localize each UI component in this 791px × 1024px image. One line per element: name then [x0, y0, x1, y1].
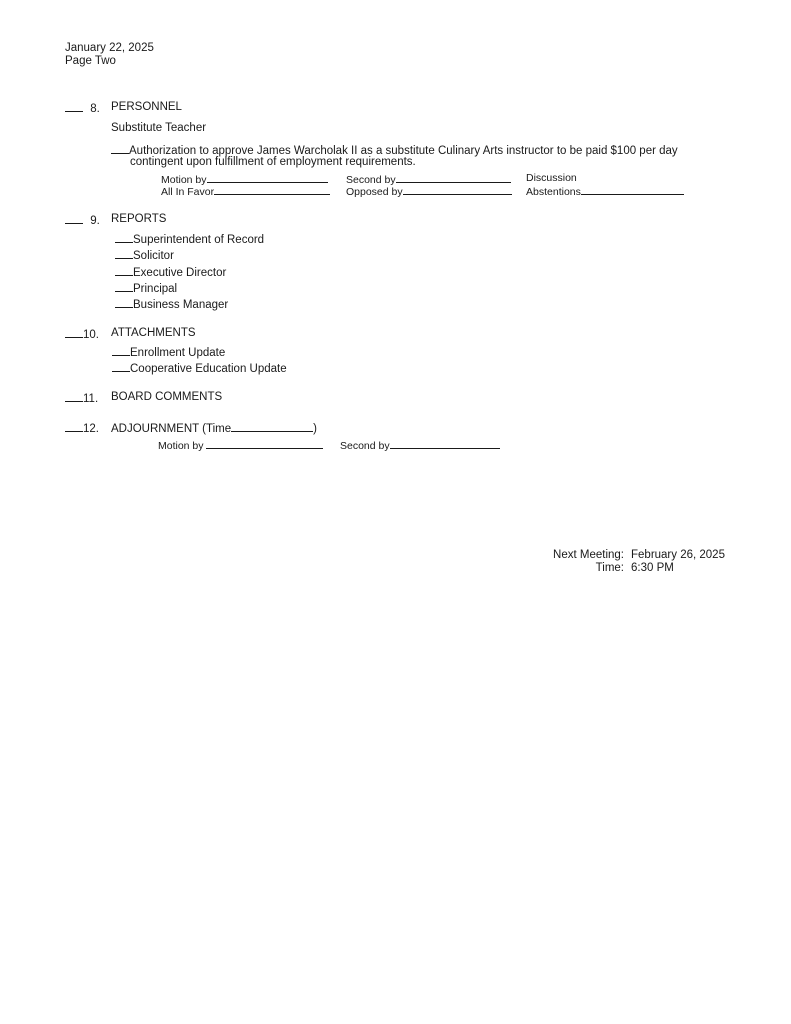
second-by-blank[interactable] — [396, 172, 511, 183]
check-blank — [111, 143, 129, 154]
section-11-number: 11. — [65, 391, 98, 406]
section-10-number: 10. — [65, 327, 99, 342]
adjournment-second-by-field: Second by — [340, 438, 500, 453]
reports-item: Executive Director — [115, 265, 226, 280]
abstentions-blank[interactable] — [581, 184, 684, 195]
section-10-title: ATTACHMENTS — [111, 327, 196, 339]
check-blank — [65, 421, 83, 432]
check-blank — [112, 361, 130, 372]
all-in-favor-blank[interactable] — [214, 184, 330, 195]
adjournment-motion-by-blank[interactable] — [206, 438, 323, 449]
check-blank — [115, 297, 133, 308]
adjournment-second-by-blank[interactable] — [390, 438, 500, 449]
check-blank — [65, 391, 83, 402]
motion-by-blank[interactable] — [207, 172, 328, 183]
reports-item: Superintendent of Record — [115, 232, 264, 247]
attachments-item: Enrollment Update — [112, 345, 225, 360]
section-12-number: 12. — [65, 421, 99, 436]
adjournment-time-blank[interactable] — [231, 421, 313, 432]
next-meeting-time: 6:30 PM — [631, 562, 674, 574]
check-blank — [65, 213, 83, 224]
section-9-title: REPORTS — [111, 213, 167, 225]
check-blank — [115, 281, 133, 292]
section-9-number: 9. — [65, 213, 100, 228]
abstentions-field: Abstentions — [526, 184, 684, 199]
section-12-title: ADJOURNMENT (Time ) — [111, 423, 317, 435]
header-page: Page Two — [65, 55, 116, 67]
personnel-subheading: Substitute Teacher — [111, 122, 207, 134]
opposed-by-field: Opposed by — [346, 184, 512, 199]
discussion-label: Discussion — [526, 172, 577, 184]
section-8-number: 8. — [65, 101, 100, 116]
adjournment-motion-by-field: Motion by — [158, 438, 323, 453]
section-8-title: PERSONNEL — [111, 101, 182, 113]
second-by-field: Second by — [346, 172, 511, 187]
check-blank — [115, 265, 133, 276]
personnel-item-line1: Authorization to approve James Warcholak II as a substitute Culinary Arts instructor to be paid $100 per day — [111, 143, 678, 158]
check-blank — [115, 248, 133, 259]
opposed-by-blank[interactable] — [403, 184, 512, 195]
check-blank — [65, 327, 83, 338]
motion-by-field: Motion by — [161, 172, 328, 187]
check-blank — [65, 101, 83, 112]
check-blank — [112, 345, 130, 356]
all-in-favor-field: All In Favor — [161, 184, 330, 199]
next-meeting-time-label: Time: — [595, 562, 624, 574]
attachments-item: Cooperative Education Update — [112, 361, 287, 376]
reports-item: Solicitor — [115, 248, 174, 263]
next-meeting-label: Next Meeting: — [553, 549, 624, 561]
header-date: January 22, 2025 — [65, 42, 154, 54]
next-meeting-date: February 26, 2025 — [631, 549, 725, 561]
reports-item: Principal — [115, 281, 177, 296]
check-blank — [115, 232, 133, 243]
reports-item: Business Manager — [115, 297, 228, 312]
personnel-item-line2: contingent upon fulfillment of employment requirements. — [130, 156, 416, 168]
section-11-title: BOARD COMMENTS — [111, 391, 223, 403]
